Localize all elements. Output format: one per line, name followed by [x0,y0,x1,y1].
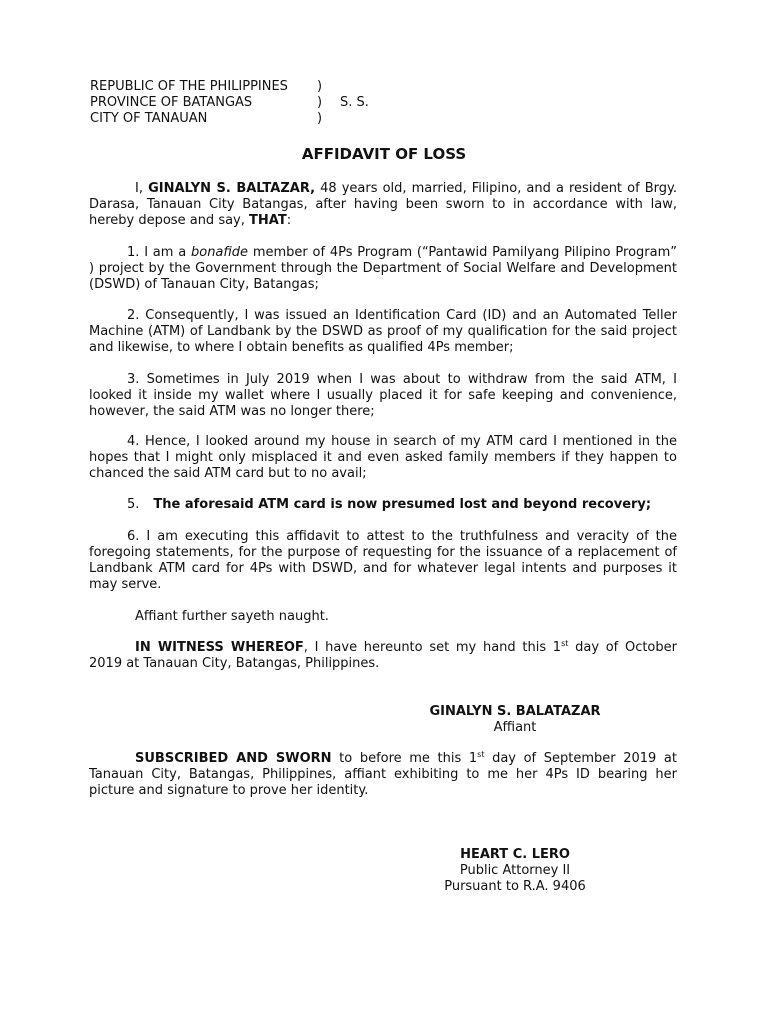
statement-number: 2. [127,308,140,323]
statement-text: I am executing this affidavit to attest to the truthfulness and veracity of the foregoing statements, for the purpose of requesting for the issuance of a replacement of Landbank ATM card for 4Ps with DSWD, and for whatever legal intents and purposes it may serve. [89,529,677,592]
witness-text: , I have hereunto set my hand this 1 [303,640,562,655]
statement-1 [89,245,677,293]
statement-text: Hence, I looked around my house in search of my ATM card I mentioned in the hopes that I might only misplaced it and even asked family members if they happen to chanced the said ATM card but to no avail; [89,434,677,481]
statement-number: 5. [127,497,140,512]
intro-text: 48 years old, married, Filipino, and a resident of Brgy. Darasa, Tanauan City Batangas, after having been sworn to in accordance with law, hereby depose and say, [89,181,677,228]
jurat-ordinal: st [477,750,485,759]
statement-text: Sometimes in July 2019 when I was about to withdraw from the said ATM, I looked it inside my wallet where I usually placed it for safe keeping and convenience, however, the said ATM was no longer there; [89,372,677,419]
intro-that: THAT [249,213,287,228]
statement-number: 4. [127,434,140,449]
venue-ss: S. S. [340,95,369,110]
notary-name: HEART C. LERO [460,847,570,862]
statement-text: The aforesaid ATM card is now presumed lost and beyond recovery; [153,497,652,512]
witness-text: day of October 2019 at Tanauan City, Batangas, Philippines. [89,640,677,671]
venue-republic: REPUBLIC OF THE PHILIPPINES [90,79,288,94]
statement-number: 3. [127,372,140,387]
jurat-text: day of September 2019 at Tanauan City, Batangas, Philippines, affiant exhibiting to me her 4Ps ID bearing her picture and signature to prove her identity. [89,751,677,798]
intro-paragraph [89,181,677,229]
statement-4 [89,434,677,482]
notary-authority: Pursuant to R.A. 9406 [444,879,586,894]
witness-ordinal: st [561,639,569,648]
statement-5 [127,497,687,513]
statement-number: 1. [127,245,140,260]
affiant-name: GINALYN S. BALATAZAR [429,704,601,719]
venue-city: CITY OF TANAUAN [90,111,208,126]
statement-2 [89,308,677,356]
statement-3 [89,372,677,420]
notary-signature-block [425,847,605,895]
venue-paren: ) [317,111,323,126]
venue-paren: ) [317,79,323,94]
witness-paragraph [89,640,677,672]
affiant-signature-block [410,704,620,736]
jurat-bold: SUBSCRIBED AND SWORN [135,751,332,766]
statement-text: member of 4Ps Program (“Pantawid Pamilyang Pilipino Program” ) project by the Government through the Department of Social Welfare and Development (DSWD) of Tanauan City, Batangas; [89,245,677,292]
jurat-paragraph [89,751,677,799]
intro-colon: : [286,213,292,228]
statement-6 [89,529,677,593]
statement-italic: bonafide [190,245,249,260]
jurat-text: to before me this 1 [331,751,478,766]
document-title: AFFIDAVIT OF LOSS [301,145,467,163]
statement-text: I am a [139,245,191,260]
affiant-role: Affiant [493,720,537,735]
statement-text: Consequently, I was issued an Identification Card (ID) and an Automated Teller Machine (ATM) of Landbank by the DSWD as proof of my qualification for the said project and likewise, to where I obtain benefits as qualified 4Ps member; [89,308,677,355]
venue-paren: ) [317,95,323,110]
statement-number: 6. [127,529,140,544]
venue-province: PROVINCE OF BATANGAS [90,95,253,110]
intro-lead: I, [135,181,149,196]
notary-title: Public Attorney II [459,863,571,878]
witness-bold: IN WITNESS WHEREOF [135,640,304,655]
affiant-name-inline: GINALYN S. BALTAZAR, [148,181,316,196]
naught-paragraph: Affiant further sayeth naught. [135,609,329,624]
